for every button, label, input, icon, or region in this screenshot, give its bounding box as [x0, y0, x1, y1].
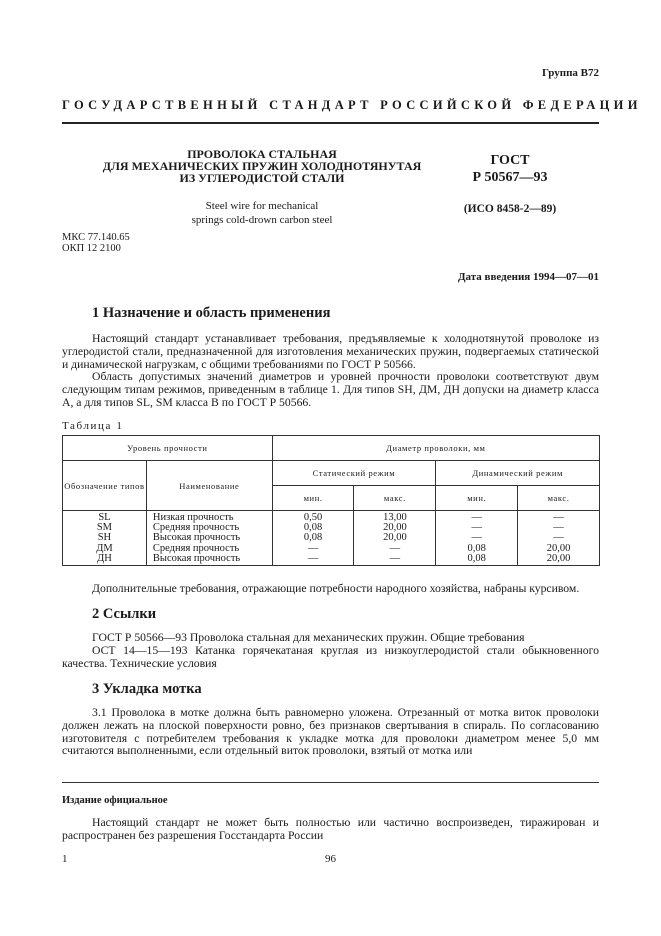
header-static-mode: Статический режим: [272, 461, 436, 486]
paragraph: 3.1 Проволока в мотке должна быть равномерно уложена. Отрезанный от мотка виток проволоки должен лежать на плоской поверхности ровно, без признаков свертывания в спираль. По согласованию изготовителя с потребителем требования к укладке мотка для проволоки диаметром менее 5,0 мм считаются выполненными, если отдельный виток проволоки, взятый от мотка или: [62, 706, 599, 758]
english-title-line: Steel wire for mechanical: [205, 200, 319, 212]
paragraph: Область допустимых значений диаметров и уровней прочности проволоки соответствуют двум следующим типам режимов, приведенным в таблице 1. Для типов SH, ДМ, ДН допуски на диаметр класса А, а для типов SL, SM класса В по ГОСТ Р 50566.: [62, 370, 599, 409]
cell-dynamic-min: —: [436, 523, 518, 533]
table-row: [63, 554, 600, 566]
header-max: макс.: [354, 486, 436, 511]
cell-static-max: —: [354, 544, 436, 554]
section-2-heading: 2 Ссылки: [92, 606, 157, 622]
section-3-heading: 3 Укладка мотка: [92, 681, 202, 697]
cell-name: Низкая прочность: [146, 511, 272, 524]
introduction-date: Дата введения 1994—07—01: [457, 271, 599, 283]
cell-static-max: —: [354, 554, 436, 566]
gost-designation: [420, 152, 600, 215]
gost-label: ГОСТ: [490, 153, 530, 168]
cell-dynamic-max: —: [518, 511, 600, 524]
header-type-designation: Обозначение типов: [63, 461, 147, 511]
okp-code: ОКП 12 2100: [62, 243, 121, 254]
title-line: ПРОВОЛОКА СТАЛЬНАЯ: [187, 147, 337, 161]
gost-number: Р 50567—93: [472, 170, 548, 185]
agency-title: ГОСУДАРСТВЕННЫЙ СТАНДАРТ РОССИЙСКОЙ ФЕДЕРАЦИИ: [62, 98, 642, 112]
cell-static-min: —: [272, 544, 354, 554]
cell-static-max: 20,00: [354, 533, 436, 543]
cell-static-max: 13,00: [354, 511, 436, 524]
english-title-line: springs cold-drown carbon steel: [191, 214, 333, 226]
cell-name: Высокая прочность: [146, 533, 272, 543]
paragraph: Настоящий стандарт устанавливает требования, предъявляемые к холоднотянутой проволоке из углеродистой стали, предназначенной для изготовления механических пружин, подвергаемых статической и динамической нагрузкам, с общими требованиями по ГОСТ Р 50566.: [62, 332, 599, 371]
header-strength-level: Уровень прочности: [63, 436, 273, 461]
header-max: макс.: [518, 486, 600, 511]
cell-name: Высокая прочность: [146, 554, 272, 566]
reference-item: ОСТ 14—15—193 Катанка горячекатаная круглая из низкоуглеродистой стали обыкновенного качества. Технические условия: [62, 643, 599, 670]
title-line: ДЛЯ МЕХАНИЧЕСКИХ ПРУЖИН ХОЛОДНОТЯНУТАЯ: [102, 159, 422, 173]
section-1-body: [62, 333, 599, 410]
cell-dynamic-min: —: [436, 511, 518, 524]
document-title: [62, 148, 462, 227]
footer-rule: [62, 782, 599, 783]
additional-requirements-note: [62, 583, 599, 596]
cell-name: Средняя прочность: [146, 523, 272, 533]
table-row: [63, 523, 600, 533]
header-dynamic-mode: Динамический режим: [436, 461, 600, 486]
classification-codes: [62, 232, 130, 254]
header-wire-diameter: Диаметр проволоки, мм: [272, 436, 599, 461]
paragraph: Настоящий стандарт не может быть полностью или частично воспроизведен, тиражирован и распространен без разрешения Госстандарта России: [62, 816, 599, 842]
cell-dynamic-max: —: [518, 533, 600, 543]
header-min: мин.: [272, 486, 354, 511]
cell-dynamic-max: 20,00: [518, 554, 600, 566]
title-line: ИЗ УГЛЕРОДИСТОЙ СТАЛИ: [179, 171, 345, 185]
cell-dynamic-min: 0,08: [436, 544, 518, 554]
official-edition-label: Издание официальное: [62, 795, 168, 806]
cell-type: SM: [63, 523, 147, 533]
cell-name: Средняя прочность: [146, 544, 272, 554]
section-3-body: [62, 707, 599, 758]
reference-item: ГОСТ Р 50566—93 Проволока стальная для механических пружин. Общие требования: [92, 631, 525, 644]
cell-static-min: 0,08: [272, 533, 354, 543]
cell-static-min: 0,50: [272, 511, 354, 524]
group-label: Группа В72: [541, 67, 599, 79]
cell-dynamic-max: 20,00: [518, 544, 600, 554]
copyright-notice: [62, 817, 599, 843]
table-caption: Таблица 1: [62, 420, 124, 432]
iso-reference: (ИСО 8458-2—89): [463, 203, 557, 215]
table-row: [63, 544, 600, 554]
cell-type: SL: [63, 511, 147, 524]
page-number: 96: [325, 853, 336, 865]
cell-dynamic-min: 0,08: [436, 554, 518, 566]
table-row: [63, 533, 600, 543]
table-row: [63, 511, 600, 524]
mks-code: МКС 77.140.65: [62, 232, 130, 243]
cell-type: ДМ: [63, 544, 147, 554]
cell-static-max: 20,00: [354, 523, 436, 533]
cell-type: ДН: [63, 554, 147, 566]
paragraph: Дополнительные требования, отражающие потребности народного хозяйства, набраны курсивом.: [92, 582, 580, 595]
cell-type: SH: [63, 533, 147, 543]
edition-mark: 1: [62, 853, 68, 865]
section-2-body: [62, 632, 599, 670]
header-rule: [62, 122, 599, 124]
table-1: [62, 435, 600, 566]
header-name: Наименование: [146, 461, 272, 511]
cell-dynamic-min: —: [436, 533, 518, 543]
cell-static-min: —: [272, 554, 354, 566]
section-1-heading: 1 Назначение и область применения: [92, 305, 331, 321]
cell-dynamic-max: —: [518, 523, 600, 533]
header-min: мин.: [436, 486, 518, 511]
cell-static-min: 0,08: [272, 523, 354, 533]
